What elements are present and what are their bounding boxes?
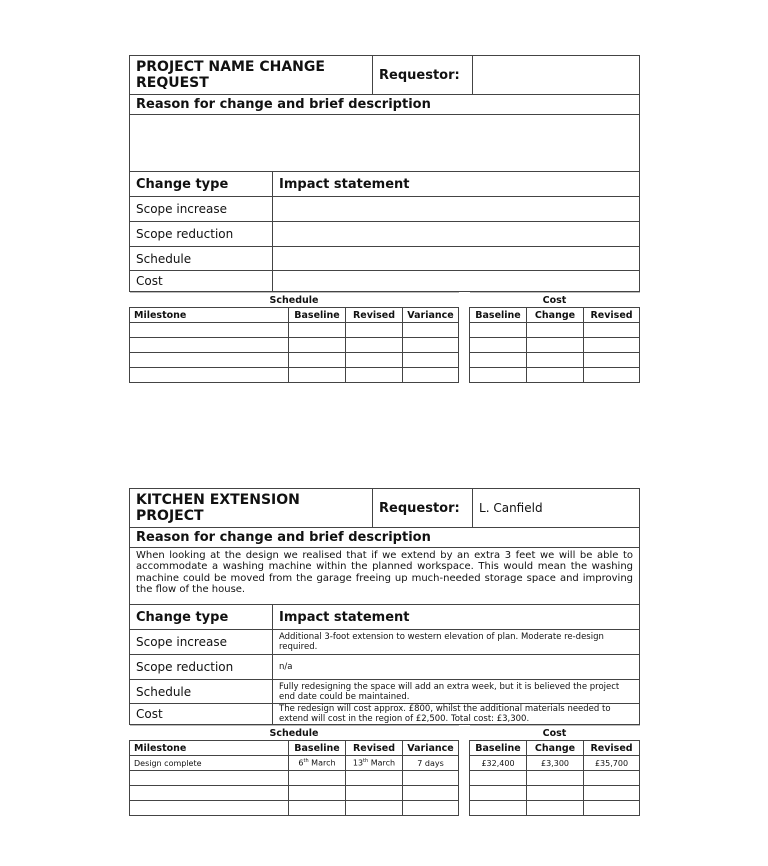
- cost-baseline-cell[interactable]: [470, 368, 527, 383]
- revised-header: Revised: [346, 741, 403, 756]
- impact-schedule-field[interactable]: [273, 247, 640, 271]
- change-request-form-filled: [129, 488, 639, 819]
- reason-heading: Reason for change and brief description: [130, 528, 640, 548]
- variance-header: Variance: [403, 741, 459, 756]
- requestor-label: Requestor:: [373, 56, 473, 95]
- cost-row: [470, 786, 640, 801]
- impact-scope-increase-field[interactable]: Additional 3-foot extension to western elevation of plan. Moderate re-design required.: [273, 630, 640, 655]
- cost-change-cell[interactable]: [527, 786, 584, 801]
- variance-cell[interactable]: [403, 368, 459, 383]
- variance-cell[interactable]: [403, 786, 459, 801]
- schedule-cost-tables: [129, 292, 639, 386]
- change-type-heading: Change type: [130, 605, 273, 630]
- cost-revised-cell[interactable]: [584, 786, 640, 801]
- cost-change-cell[interactable]: [527, 771, 584, 786]
- cost-revised-cell[interactable]: £35,700: [584, 756, 640, 771]
- cost-baseline-cell[interactable]: [470, 771, 527, 786]
- cost-revised-cell[interactable]: [584, 323, 640, 338]
- cost-row: [470, 323, 640, 338]
- schedule-row: [130, 368, 459, 383]
- cost-baseline-cell[interactable]: [470, 786, 527, 801]
- milestone-cell[interactable]: [130, 323, 289, 338]
- reason-description-field[interactable]: When looking at the design we realised that if we extend by an extra 3 feet we will be able to accommodate a washing machine within the planned workspace. This would mean the washing machine could be moved from the garage freeing up much-needed storage space and improving the flow of the house.: [130, 548, 640, 605]
- schedule-row: [130, 771, 459, 786]
- variance-cell[interactable]: 7 days: [403, 756, 459, 771]
- reason-heading: Reason for change and brief description: [130, 95, 640, 115]
- cost-baseline-cell[interactable]: [470, 338, 527, 353]
- baseline-header: Baseline: [289, 308, 346, 323]
- cost-row: [470, 756, 640, 771]
- schedule-row: [130, 323, 459, 338]
- milestone-header: Milestone: [130, 741, 289, 756]
- revised-cell[interactable]: 13th March: [346, 756, 403, 771]
- cost-change-header: Change: [527, 308, 584, 323]
- cost-caption: Cost: [470, 726, 640, 741]
- variance-header: Variance: [403, 308, 459, 323]
- impact-statement-heading: Impact statement: [273, 172, 640, 197]
- revised-cell[interactable]: [346, 771, 403, 786]
- revised-cell[interactable]: [346, 353, 403, 368]
- cost-change-header: Change: [527, 741, 584, 756]
- schedule-row: [130, 786, 459, 801]
- cost-caption: Cost: [470, 293, 640, 308]
- change-type-scope-reduction: Scope reduction: [130, 222, 273, 247]
- cost-baseline-cell[interactable]: £32,400: [470, 756, 527, 771]
- schedule-caption: Schedule: [130, 726, 459, 741]
- milestone-cell[interactable]: Design complete: [130, 756, 289, 771]
- reason-description-field[interactable]: [130, 115, 640, 172]
- requestor-field[interactable]: L. Canfield: [473, 489, 640, 528]
- cost-baseline-cell[interactable]: [470, 323, 527, 338]
- cost-change-cell[interactable]: [527, 338, 584, 353]
- milestone-cell[interactable]: [130, 801, 289, 816]
- requestor-field[interactable]: [473, 56, 640, 95]
- cost-table: [469, 292, 640, 383]
- cost-revised-header: Revised: [584, 308, 640, 323]
- schedule-table: [129, 292, 459, 383]
- impact-schedule-field[interactable]: Fully redesigning the space will add an extra week, but it is believed the project end date could be maintained.: [273, 680, 640, 704]
- change-type-scope-increase: Scope increase: [130, 630, 273, 655]
- baseline-cell[interactable]: [289, 338, 346, 353]
- variance-cell[interactable]: [403, 771, 459, 786]
- cost-row: [470, 353, 640, 368]
- change-type-heading: Change type: [130, 172, 273, 197]
- cost-revised-header: Revised: [584, 741, 640, 756]
- change-type-cost: Cost: [130, 704, 273, 725]
- form-title: PROJECT NAME CHANGE REQUEST: [130, 56, 373, 95]
- cost-change-cell[interactable]: [527, 801, 584, 816]
- schedule-row: [130, 353, 459, 368]
- revised-cell[interactable]: [346, 801, 403, 816]
- schedule-caption: Schedule: [130, 293, 459, 308]
- baseline-cell[interactable]: [289, 368, 346, 383]
- baseline-header: Baseline: [289, 741, 346, 756]
- cost-baseline-header: Baseline: [470, 308, 527, 323]
- cost-change-cell[interactable]: £3,300: [527, 756, 584, 771]
- baseline-cell[interactable]: 6th March: [289, 756, 346, 771]
- requestor-label: Requestor:: [373, 489, 473, 528]
- cost-revised-cell[interactable]: [584, 368, 640, 383]
- schedule-table: [129, 725, 459, 816]
- baseline-cell[interactable]: [289, 786, 346, 801]
- schedule-row: [130, 756, 459, 771]
- impact-cost-field[interactable]: The redesign will cost approx. £800, whilst the additional materials needed to extend will cost in the region of £2,500. Total cost: £3,300.: [273, 704, 640, 725]
- cost-baseline-header: Baseline: [470, 741, 527, 756]
- baseline-cell[interactable]: [289, 353, 346, 368]
- cost-table: [469, 725, 640, 816]
- cost-row: [470, 368, 640, 383]
- cost-revised-cell[interactable]: [584, 353, 640, 368]
- cost-row: [470, 801, 640, 816]
- variance-cell[interactable]: [403, 801, 459, 816]
- milestone-cell[interactable]: [130, 338, 289, 353]
- variance-cell[interactable]: [403, 323, 459, 338]
- impact-scope-increase-field[interactable]: [273, 197, 640, 222]
- change-type-schedule: Schedule: [130, 680, 273, 704]
- revised-cell[interactable]: [346, 323, 403, 338]
- cost-row: [470, 338, 640, 353]
- cost-change-cell[interactable]: [527, 353, 584, 368]
- cost-change-cell[interactable]: [527, 368, 584, 383]
- change-type-cost: Cost: [130, 271, 273, 292]
- milestone-cell[interactable]: [130, 786, 289, 801]
- baseline-cell[interactable]: [289, 771, 346, 786]
- cost-baseline-cell[interactable]: [470, 801, 527, 816]
- milestone-cell[interactable]: [130, 771, 289, 786]
- revised-header: Revised: [346, 308, 403, 323]
- cost-change-cell[interactable]: [527, 323, 584, 338]
- baseline-cell[interactable]: [289, 801, 346, 816]
- variance-cell[interactable]: [403, 338, 459, 353]
- change-type-schedule: Schedule: [130, 247, 273, 271]
- cost-revised-cell[interactable]: [584, 801, 640, 816]
- impact-scope-reduction-field[interactable]: [273, 222, 640, 247]
- cost-revised-cell[interactable]: [584, 338, 640, 353]
- impact-cost-field[interactable]: [273, 271, 640, 292]
- change-request-table: [129, 55, 640, 292]
- baseline-cell[interactable]: [289, 323, 346, 338]
- cost-baseline-cell[interactable]: [470, 353, 527, 368]
- milestone-cell[interactable]: [130, 353, 289, 368]
- revised-cell[interactable]: [346, 338, 403, 353]
- variance-cell[interactable]: [403, 353, 459, 368]
- schedule-row: [130, 338, 459, 353]
- revised-cell[interactable]: [346, 368, 403, 383]
- change-request-form-blank: [129, 55, 639, 386]
- impact-statement-heading: Impact statement: [273, 605, 640, 630]
- milestone-header: Milestone: [130, 308, 289, 323]
- revised-cell[interactable]: [346, 786, 403, 801]
- change-type-scope-reduction: Scope reduction: [130, 655, 273, 680]
- change-type-scope-increase: Scope increase: [130, 197, 273, 222]
- impact-scope-reduction-field[interactable]: n/a: [273, 655, 640, 680]
- form-title: KITCHEN EXTENSION PROJECT: [130, 489, 373, 528]
- change-request-table: [129, 488, 640, 725]
- cost-revised-cell[interactable]: [584, 771, 640, 786]
- milestone-cell[interactable]: [130, 368, 289, 383]
- schedule-cost-tables: [129, 725, 639, 819]
- cost-row: [470, 771, 640, 786]
- schedule-row: [130, 801, 459, 816]
